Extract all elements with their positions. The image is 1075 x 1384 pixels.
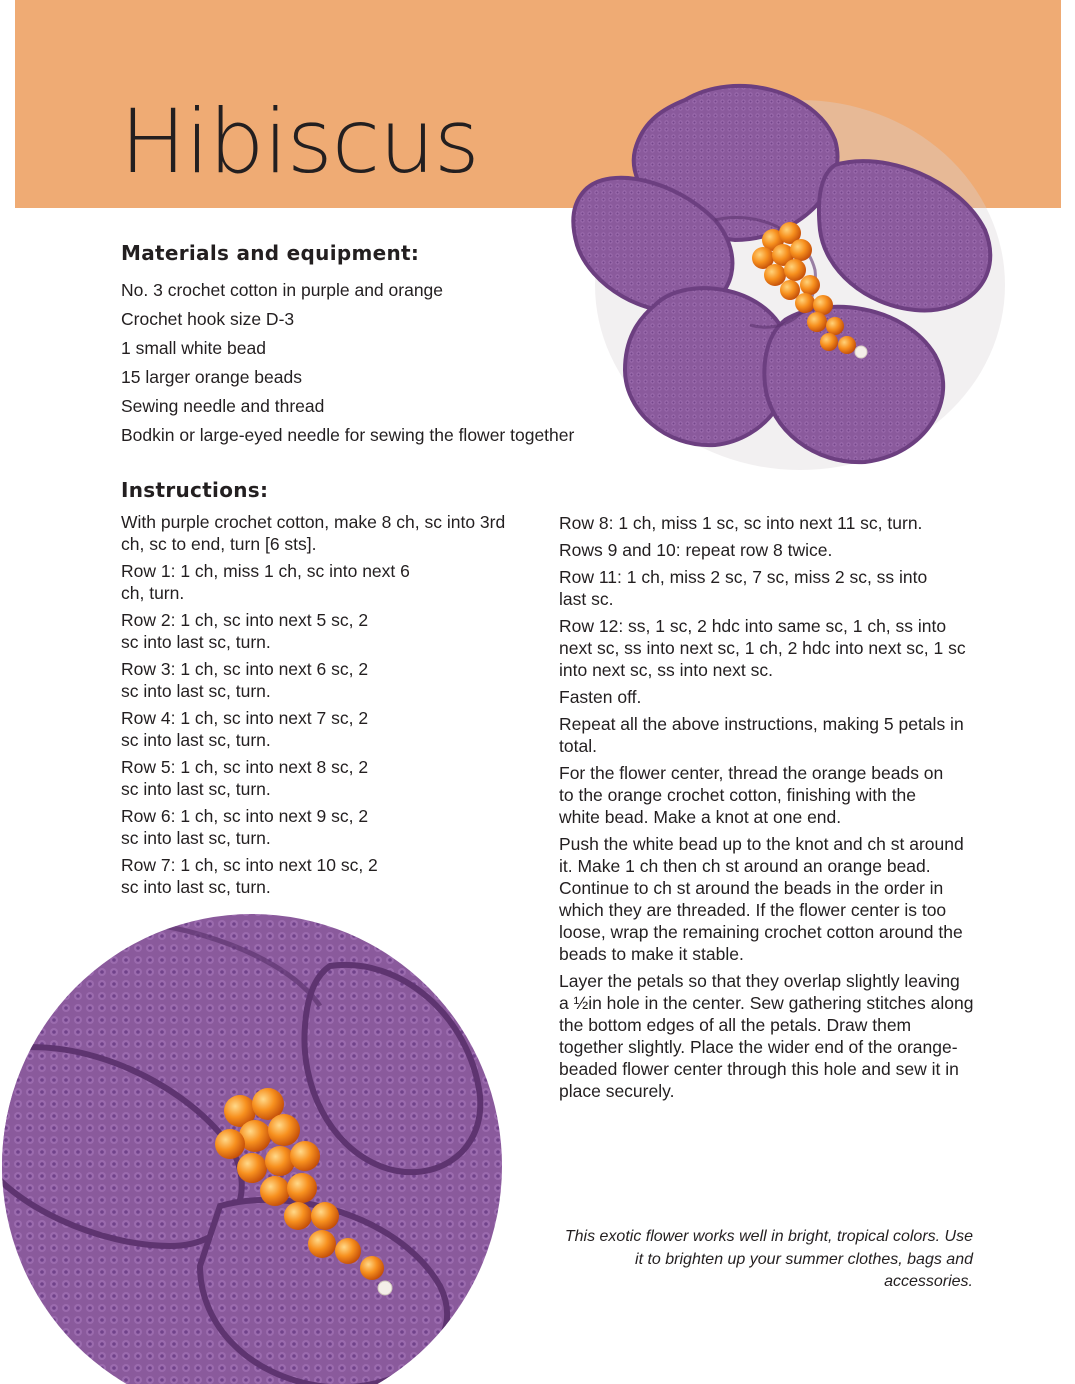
materials-item: 15 larger orange beads — [121, 367, 302, 387]
materials-list — [121, 276, 574, 450]
instruction-step: Push the white bead up to the knot and ch st around it. Make 1 ch then ch st around an orange bead. Continue to ch st around the beads in the order in which they are threaded. If the flower center is too loose, wrap the remaining crochet cotton around the beads to make it stable. — [559, 834, 964, 964]
instruction-step: Row 2: 1 ch, sc into next 5 sc, 2 sc into last sc, turn. — [121, 610, 369, 652]
hibiscus-detail-photo — [0, 906, 505, 1384]
instruction-step: Repeat all the above instructions, making 5 petals in total. — [559, 714, 964, 756]
instruction-step: Row 12: ss, 1 sc, 2 hdc into same sc, 1 ch, ss into next sc, ss into next sc, 1 ch, 2 hdc into next sc, 1 sc into next sc, ss into next sc. — [559, 616, 966, 680]
instruction-step: Row 3: 1 ch, sc into next 6 sc, 2 sc into last sc, turn. — [121, 659, 369, 701]
instruction-step: For the flower center, thread the orange beads on to the orange crochet cotton, finishing with the white bead. Make a knot at one end. — [559, 763, 944, 827]
instruction-step: Rows 9 and 10: repeat row 8 twice. — [559, 540, 833, 560]
instruction-step: Row 1: 1 ch, miss 1 ch, sc into next 6 ch, turn. — [121, 561, 410, 603]
materials-item: No. 3 crochet cotton in purple and orange — [121, 280, 444, 300]
instruction-step: Row 11: 1 ch, miss 2 sc, 7 sc, miss 2 sc, ss into last sc. — [559, 567, 928, 609]
instruction-step: Row 8: 1 ch, miss 1 sc, sc into next 11 sc, turn. — [559, 513, 923, 533]
materials-item: 1 small white bead — [121, 338, 266, 358]
materials-item: Crochet hook size D-3 — [121, 309, 295, 329]
page-title: Hibiscus — [120, 90, 479, 193]
instruction-step: Fasten off. — [559, 687, 642, 707]
instructions-left-column — [121, 511, 521, 903]
materials-heading: Materials and equipment: — [121, 241, 420, 265]
instruction-step: Row 7: 1 ch, sc into next 10 sc, 2 sc into last sc, turn. — [121, 855, 378, 897]
instruction-step: Row 5: 1 ch, sc into next 8 sc, 2 sc into last sc, turn. — [121, 757, 369, 799]
photo-caption: This exotic flower works well in bright, tropical colors. Use it to brighten up your summer clothes, bags and accessories. — [564, 1228, 973, 1290]
instructions-heading: Instructions: — [121, 478, 269, 502]
instruction-step: With purple crochet cotton, make 8 ch, sc into 3rd ch, sc to end, turn [6 sts]. — [121, 512, 506, 554]
instruction-step: Row 6: 1 ch, sc into next 9 sc, 2 sc into last sc, turn. — [121, 806, 369, 848]
instruction-step: Layer the petals so that they overlap slightly leaving a ½in hole in the center. Sew gathering stitches along the bottom edges of all the petals. Draw them together slightly. Place the wider end of the orange-beaded flower center through this hole and sew it in place securely. — [559, 971, 974, 1101]
hibiscus-photo — [565, 70, 1015, 480]
materials-item: Sewing needle and thread — [121, 396, 325, 416]
instructions-right-column — [559, 512, 979, 1107]
instruction-step: Row 4: 1 ch, sc into next 7 sc, 2 sc into last sc, turn. — [121, 708, 369, 750]
materials-item: Bodkin or large-eyed needle for sewing the flower together — [121, 425, 575, 445]
